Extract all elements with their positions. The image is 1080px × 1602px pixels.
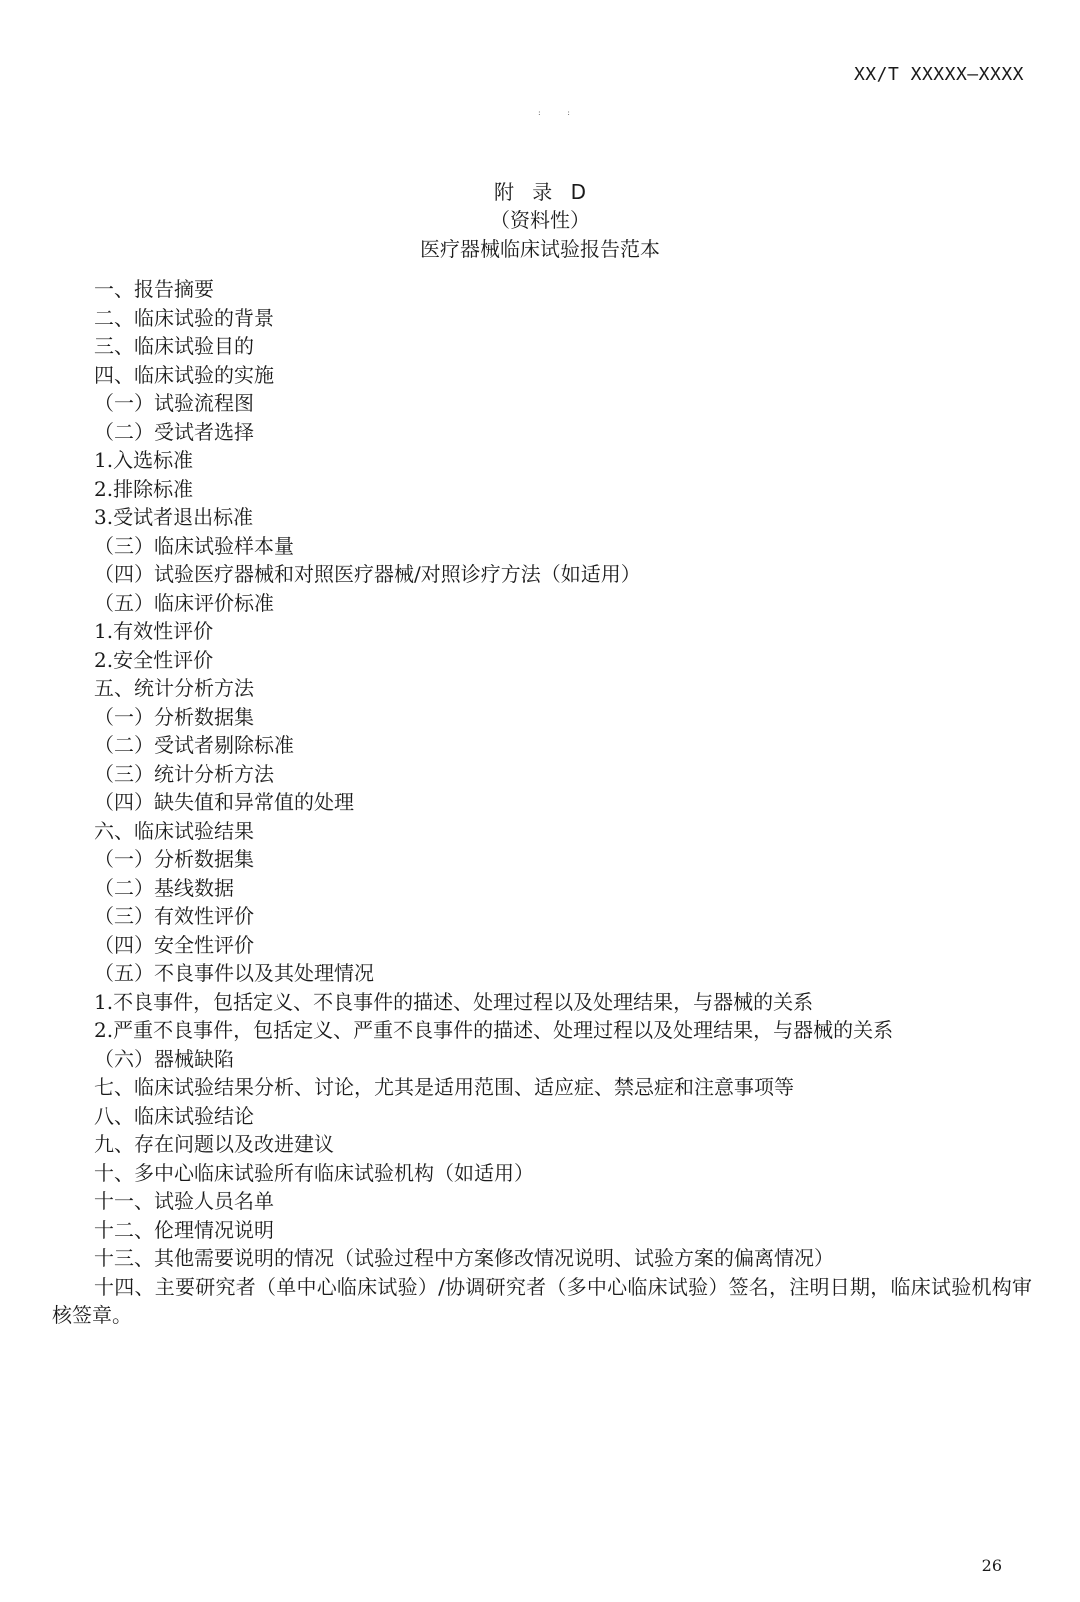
outline-item: （一）试验流程图: [94, 391, 254, 415]
outline-item: （四）安全性评价: [94, 932, 254, 957]
outline-item: （五）临床评价标准: [94, 590, 274, 615]
outline-item: （六）器械缺陷: [94, 1046, 234, 1071]
appendix-nature: （资料性）: [490, 208, 590, 232]
outline-item: 十一、试验人员名单: [94, 1189, 274, 1213]
outline-item: 三、临床试验目的: [94, 334, 254, 358]
tiny-mark: : :: [538, 108, 582, 117]
outline-item: （三）临床试验样本量: [94, 533, 294, 558]
outline-item: 二、临床试验的背景: [94, 305, 274, 330]
appendix-heading: [0, 178, 1080, 264]
outline-item: 十二、伦理情况说明: [94, 1217, 274, 1242]
page-number: 26: [981, 1556, 1002, 1575]
outline-item: 十三、其他需要说明的情况（试验过程中方案修改情况说明、试验方案的偏离情况）: [94, 1246, 834, 1270]
final-paragraph: 十四、主要研究者（单中心临床试验）/协调研究者（多中心临床试验）签名，注明日期，临床试验机构审核签章。: [52, 1274, 1032, 1327]
outline-item: （二）受试者剔除标准: [94, 733, 294, 757]
outline-item: （一）分析数据集: [94, 847, 254, 871]
outline-item: 七、临床试验结果分析、讨论，尤其是适用范围、适应症、禁忌症和注意事项等: [94, 1075, 794, 1099]
outline-item: （四）缺失值和异常值的处理: [94, 790, 354, 814]
outline-item: 五、统计分析方法: [94, 676, 254, 700]
outline-item: 1.不良事件，包括定义、不良事件的描述、处理过程以及处理结果，与器械的关系: [94, 989, 814, 1014]
outline-item: 一、报告摘要: [94, 277, 214, 301]
outline-item: 九、存在问题以及改进建议: [94, 1132, 334, 1156]
appendix-name: 医疗器械临床试验报告范本: [420, 237, 660, 261]
outline-item: 3.受试者退出标准: [94, 505, 254, 529]
outline-item: 2.严重不良事件，包括定义、严重不良事件的描述、处理过程以及处理结果，与器械的关系: [94, 1018, 894, 1042]
appendix-title: 附 录 D: [493, 180, 587, 204]
outline-item: 四、临床试验的实施: [94, 362, 274, 387]
outline-item: 十、多中心临床试验所有临床试验机构（如适用）: [94, 1160, 534, 1185]
outline-item: 1.有效性评价: [94, 619, 214, 643]
report-outline: [52, 275, 1032, 1330]
outline-item: （三）统计分析方法: [94, 761, 274, 786]
outline-item: 2.排除标准: [94, 476, 194, 501]
outline-item: （五）不良事件以及其处理情况: [94, 961, 374, 985]
outline-item: 八、临床试验结论: [94, 1103, 254, 1128]
outline-item: （二）基线数据: [94, 875, 234, 900]
outline-item: （三）有效性评价: [94, 904, 254, 928]
outline-item: 2.安全性评价: [94, 647, 214, 672]
outline-item: 1.入选标准: [94, 448, 194, 472]
outline-item: （四）试验医疗器械和对照医疗器械/对照诊疗方法（如适用）: [94, 562, 641, 586]
outline-item: （二）受试者选择: [94, 419, 254, 444]
standard-code: XX/T XXXXX—XXXX: [853, 64, 1024, 85]
outline-item: 六、临床试验结果: [94, 818, 254, 843]
outline-item: （一）分析数据集: [94, 704, 254, 729]
